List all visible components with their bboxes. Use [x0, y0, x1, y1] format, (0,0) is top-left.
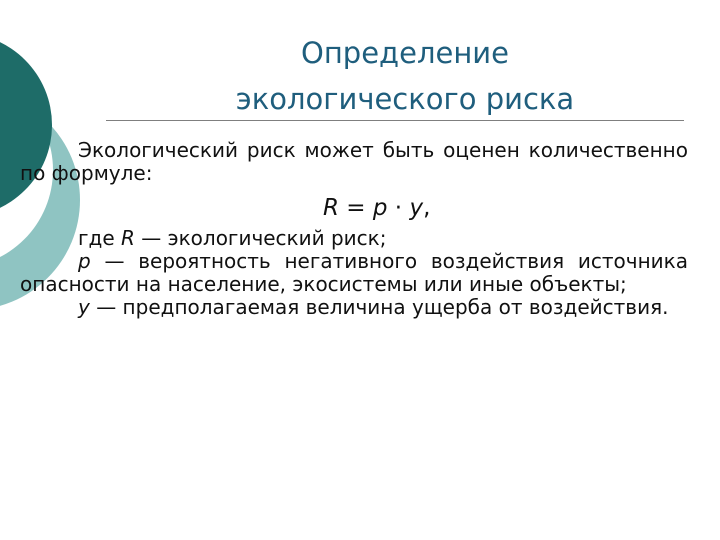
definition-y-symbol: y [78, 295, 90, 319]
formula-y: y [409, 195, 424, 221]
formula-dot: · [387, 195, 410, 221]
formula-equals: = [338, 195, 373, 221]
definition-p [20, 250, 688, 296]
definition-y-text: — предполагаемая величина ущерба от воздействия. [89, 295, 669, 319]
definition-R-prefix: где [78, 226, 121, 250]
definition-R-symbol: R [121, 226, 135, 250]
definition-p-symbol: p [78, 249, 91, 273]
definition-y [20, 296, 688, 319]
formula-R: R [323, 195, 339, 221]
definition-p-text: — вероятность негативного воздействия источника опасности на население, экосистемы или иные объекты; [20, 249, 688, 296]
definition-R-text: — экологический риск; [134, 226, 387, 250]
intro-paragraph: Экологический риск может быть оценен количественно по формуле: [20, 138, 688, 185]
title-line-1: Определение [301, 36, 509, 70]
title-divider [106, 120, 684, 121]
slide-body [20, 139, 688, 319]
definition-R [20, 227, 688, 250]
risk-formula [20, 193, 688, 223]
slide-title [215, 30, 595, 122]
title-line-2: экологического риска [235, 82, 575, 116]
formula-comma: , [423, 195, 431, 221]
formula-p: p [372, 195, 388, 221]
